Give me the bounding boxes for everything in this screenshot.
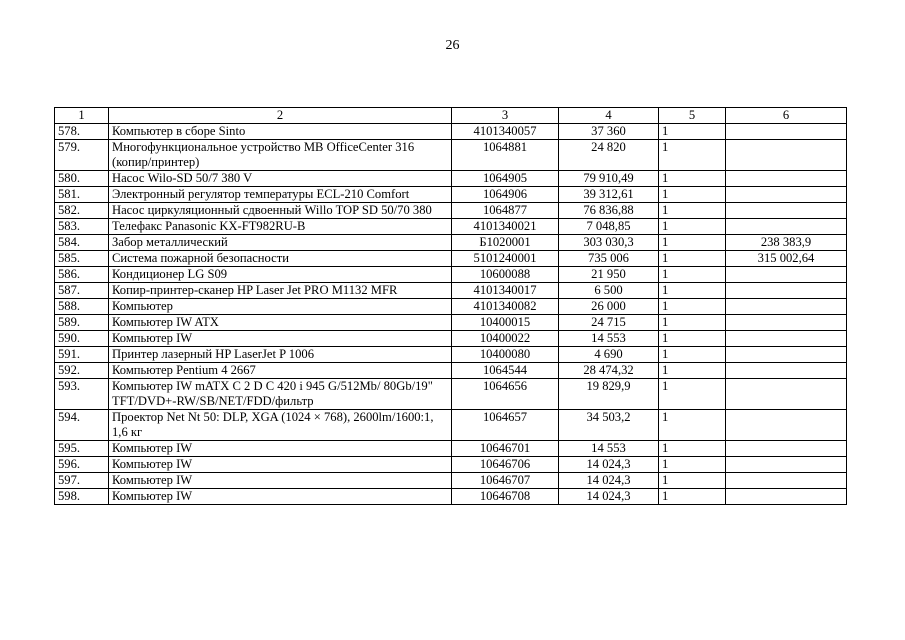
table-row	[55, 441, 847, 457]
item-quantity: 1	[659, 410, 726, 441]
item-quantity: 1	[659, 315, 726, 331]
item-name: Компьютер Pentium 4 2667	[109, 363, 452, 379]
item-value: 7 048,85	[559, 219, 659, 235]
residual-value	[726, 187, 847, 203]
item-value: 26 000	[559, 299, 659, 315]
inventory-code: Б1020001	[452, 235, 559, 251]
item-quantity: 1	[659, 457, 726, 473]
item-name: Компьютер IW	[109, 457, 452, 473]
row-number: 590.	[55, 331, 109, 347]
item-quantity: 1	[659, 140, 726, 171]
item-name: Система пожарной безопасности	[109, 251, 452, 267]
row-number: 597.	[55, 473, 109, 489]
table-row	[55, 473, 847, 489]
table-row	[55, 315, 847, 331]
table-row	[55, 203, 847, 219]
item-value: 34 503,2	[559, 410, 659, 441]
item-name: Компьютер IW	[109, 489, 452, 505]
residual-value: 238 383,9	[726, 235, 847, 251]
table-row	[55, 363, 847, 379]
residual-value	[726, 315, 847, 331]
item-value: 24 820	[559, 140, 659, 171]
item-name: Компьютер IW	[109, 441, 452, 457]
inventory-code: 1064906	[452, 187, 559, 203]
table-row	[55, 124, 847, 140]
item-value: 303 030,3	[559, 235, 659, 251]
item-quantity: 1	[659, 331, 726, 347]
table-row	[55, 379, 847, 410]
row-number: 595.	[55, 441, 109, 457]
table-row	[55, 235, 847, 251]
row-number: 596.	[55, 457, 109, 473]
inventory-code: 1064544	[452, 363, 559, 379]
row-number: 581.	[55, 187, 109, 203]
item-name: Насос Wilo-SD 50/7 380 V	[109, 171, 452, 187]
table-row	[55, 219, 847, 235]
inventory-code: 10646708	[452, 489, 559, 505]
residual-value	[726, 457, 847, 473]
item-quantity: 1	[659, 267, 726, 283]
item-value: 4 690	[559, 347, 659, 363]
residual-value	[726, 140, 847, 171]
item-quantity: 1	[659, 363, 726, 379]
item-name: Компьютер IW	[109, 473, 452, 489]
inventory-table	[54, 107, 847, 505]
item-name: Насос циркуляционный сдвоенный Willo TOP SD 50/70 380	[109, 203, 452, 219]
row-number: 582.	[55, 203, 109, 219]
row-number: 591.	[55, 347, 109, 363]
item-quantity: 1	[659, 283, 726, 299]
item-quantity: 1	[659, 124, 726, 140]
row-number: 584.	[55, 235, 109, 251]
item-value: 39 312,61	[559, 187, 659, 203]
table-body	[55, 124, 847, 505]
residual-value	[726, 473, 847, 489]
item-quantity: 1	[659, 347, 726, 363]
column-header: 2	[109, 108, 452, 124]
item-value: 24 715	[559, 315, 659, 331]
item-quantity: 1	[659, 473, 726, 489]
item-quantity: 1	[659, 235, 726, 251]
item-name: Проектор Net Nt 50: DLP, XGA (1024 × 768), 2600lm/1600:1, 1,6 кг	[109, 410, 452, 441]
page-number: 26	[445, 38, 460, 53]
item-quantity: 1	[659, 251, 726, 267]
item-quantity: 1	[659, 219, 726, 235]
residual-value	[726, 219, 847, 235]
row-number: 594.	[55, 410, 109, 441]
residual-value	[726, 379, 847, 410]
inventory-code: 1064656	[452, 379, 559, 410]
item-value: 14 553	[559, 331, 659, 347]
row-number: 587.	[55, 283, 109, 299]
item-value: 76 836,88	[559, 203, 659, 219]
item-name: Забор металлический	[109, 235, 452, 251]
item-name: Электронный регулятор температуры ECL-210 Comfort	[109, 187, 452, 203]
table-row	[55, 283, 847, 299]
table-row	[55, 299, 847, 315]
item-name: Компьютер IW mATX C 2 D C 420 i 945 G/512Mb/ 80Gb/19" TFT/DVD+-RW/SB/NET/FDD/фильтр	[109, 379, 452, 410]
inventory-code: 4101340021	[452, 219, 559, 235]
table-row	[55, 410, 847, 441]
residual-value	[726, 489, 847, 505]
item-name: Телефакс Panasonic KX-FT982RU-B	[109, 219, 452, 235]
item-quantity: 1	[659, 203, 726, 219]
item-value: 28 474,32	[559, 363, 659, 379]
table-row	[55, 140, 847, 171]
residual-value	[726, 203, 847, 219]
item-name: Многофункциональное устройство MB OfficeCenter 316 (копир/принтер)	[109, 140, 452, 171]
item-name: Кондиционер LG S09	[109, 267, 452, 283]
row-number: 592.	[55, 363, 109, 379]
item-name: Компьютер IW	[109, 331, 452, 347]
inventory-code: 1064905	[452, 171, 559, 187]
item-value: 14 024,3	[559, 457, 659, 473]
item-value: 6 500	[559, 283, 659, 299]
residual-value	[726, 283, 847, 299]
header-row	[55, 108, 847, 124]
item-name: Принтер лазерный HP LaserJet P 1006	[109, 347, 452, 363]
item-quantity: 1	[659, 441, 726, 457]
inventory-code: 4101340082	[452, 299, 559, 315]
column-header: 5	[659, 108, 726, 124]
row-number: 583.	[55, 219, 109, 235]
column-header: 4	[559, 108, 659, 124]
item-value: 37 360	[559, 124, 659, 140]
row-number: 578.	[55, 124, 109, 140]
residual-value	[726, 267, 847, 283]
table-row	[55, 267, 847, 283]
table-row	[55, 347, 847, 363]
inventory-code: 1064657	[452, 410, 559, 441]
column-header: 3	[452, 108, 559, 124]
item-value: 79 910,49	[559, 171, 659, 187]
residual-value	[726, 410, 847, 441]
table-row	[55, 489, 847, 505]
residual-value	[726, 299, 847, 315]
table-row	[55, 187, 847, 203]
residual-value: 315 002,64	[726, 251, 847, 267]
inventory-code: 1064877	[452, 203, 559, 219]
inventory-code: 10400022	[452, 331, 559, 347]
residual-value	[726, 363, 847, 379]
column-header: 6	[726, 108, 847, 124]
residual-value	[726, 124, 847, 140]
inventory-code: 4101340017	[452, 283, 559, 299]
item-name: Компьютер в сборе Sinto	[109, 124, 452, 140]
table-row	[55, 171, 847, 187]
residual-value	[726, 347, 847, 363]
item-name: Копир-принтер-сканер HP Laser Jet PRO M1132 MFR	[109, 283, 452, 299]
item-name: Компьютер IW ATX	[109, 315, 452, 331]
inventory-code: 10400015	[452, 315, 559, 331]
inventory-code: 1064881	[452, 140, 559, 171]
inventory-code: 10600088	[452, 267, 559, 283]
item-name: Компьютер	[109, 299, 452, 315]
row-number: 586.	[55, 267, 109, 283]
item-quantity: 1	[659, 489, 726, 505]
table-row	[55, 457, 847, 473]
inventory-code: 10646701	[452, 441, 559, 457]
item-quantity: 1	[659, 299, 726, 315]
residual-value	[726, 331, 847, 347]
item-value: 14 553	[559, 441, 659, 457]
residual-value	[726, 441, 847, 457]
item-quantity: 1	[659, 187, 726, 203]
item-value: 735 006	[559, 251, 659, 267]
residual-value	[726, 171, 847, 187]
item-value: 21 950	[559, 267, 659, 283]
inventory-code: 10646707	[452, 473, 559, 489]
column-header: 1	[55, 108, 109, 124]
row-number: 579.	[55, 140, 109, 171]
table-row	[55, 331, 847, 347]
item-quantity: 1	[659, 379, 726, 410]
row-number: 593.	[55, 379, 109, 410]
inventory-code: 10646706	[452, 457, 559, 473]
inventory-code: 10400080	[452, 347, 559, 363]
table-row	[55, 251, 847, 267]
item-quantity: 1	[659, 171, 726, 187]
row-number: 588.	[55, 299, 109, 315]
row-number: 589.	[55, 315, 109, 331]
item-value: 14 024,3	[559, 473, 659, 489]
row-number: 598.	[55, 489, 109, 505]
item-value: 19 829,9	[559, 379, 659, 410]
item-value: 14 024,3	[559, 489, 659, 505]
inventory-code: 4101340057	[452, 124, 559, 140]
inventory-code: 5101240001	[452, 251, 559, 267]
row-number: 580.	[55, 171, 109, 187]
row-number: 585.	[55, 251, 109, 267]
